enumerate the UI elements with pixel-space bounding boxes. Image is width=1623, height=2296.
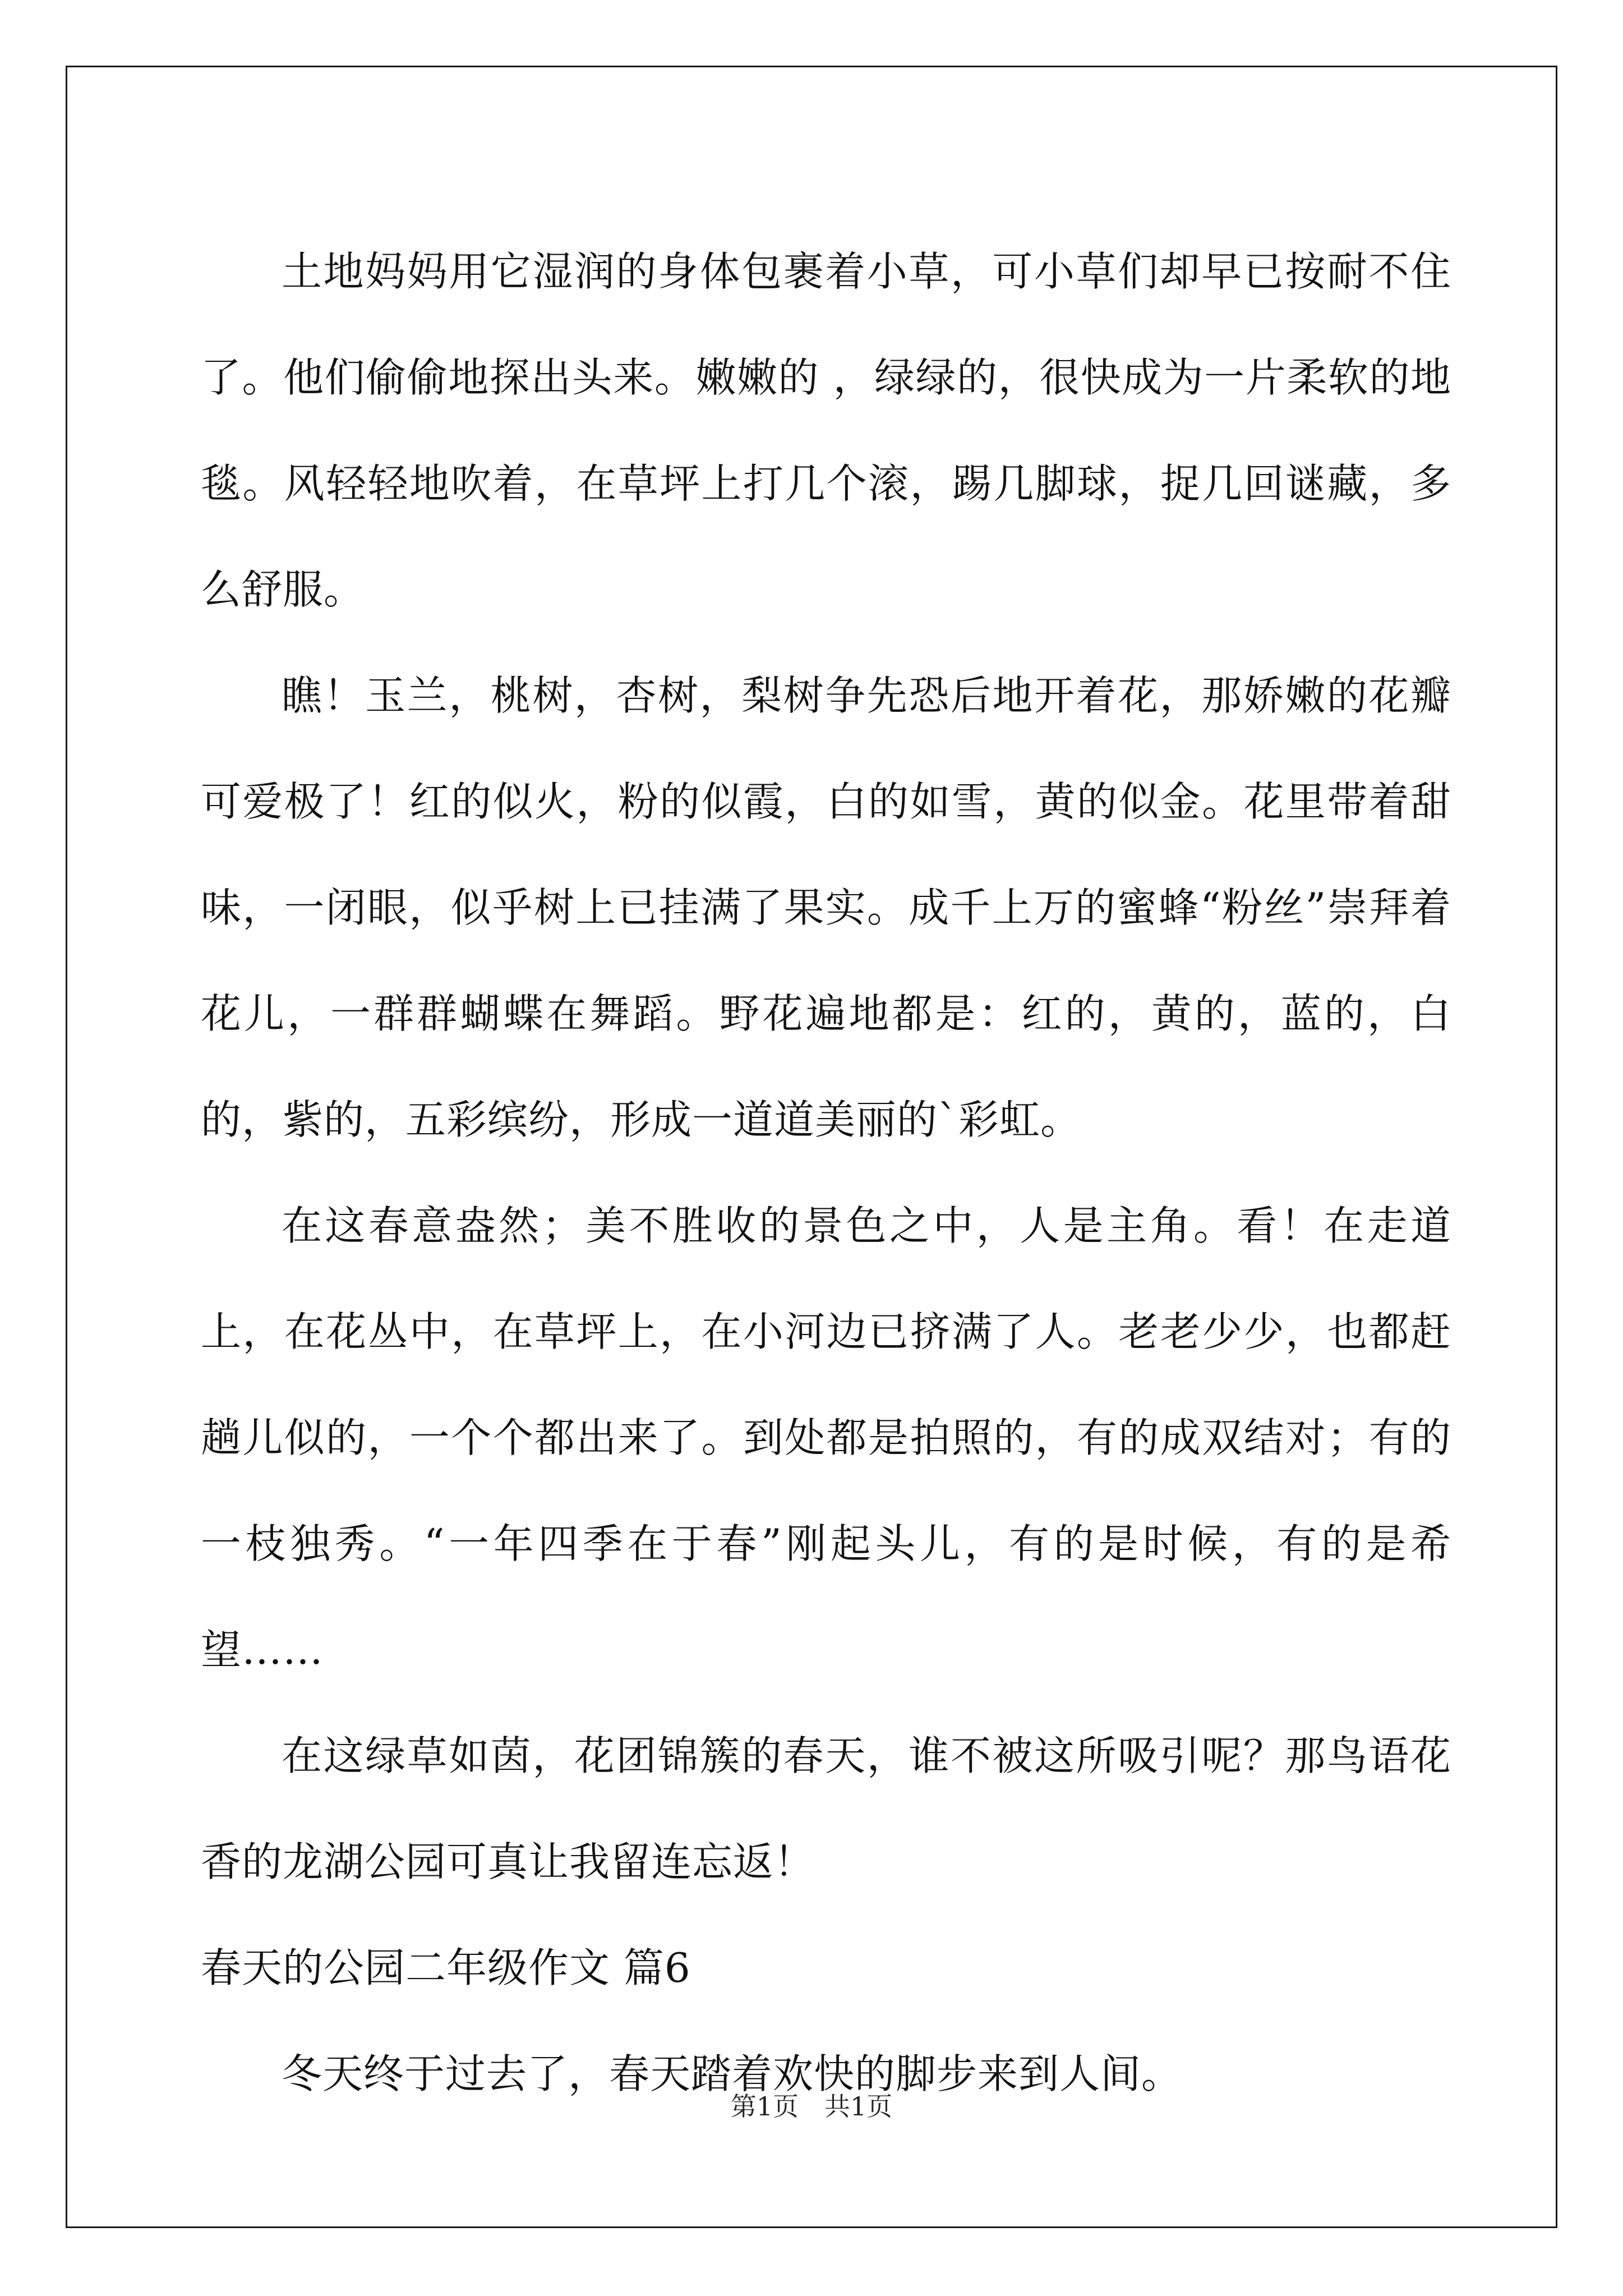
paragraph-2: 瞧！玉兰，桃树，杏树，梨树争先恐后地开着花，那娇嫩的花瓣可爱极了！红的似火，粉的似霞，白的如雪，黄的似金。花里带着甜味，一闭眼，似乎树上已挂满了果实。成千上万的蜜蜂“粉丝”崇拜着花儿，一群群蝴蝶在舞蹈。野花遍地都是：红的，黄的，蓝的，白的，紫的，五彩缤纷，形成一道道美丽的`彩虹。 xyxy=(201,672,1451,1143)
paragraph-3: 在这春意盎然；美不胜收的景色之中，人是主角。看！在走道上，在花丛中，在草坪上，在小河边已挤满了人。老老少少，也都赶趟儿似的，一个个都出来了。到处都是拍照的，有的成双结对；有的一枝独秀。“一年四季在于春”刚起头儿，有的是时候，有的是希望…… xyxy=(201,1202,1451,1673)
section-heading: 春天的公园二年级作文 篇6 xyxy=(201,1944,691,1991)
page-footer xyxy=(0,2090,1623,2123)
paragraph-4: 在这绿草如茵，花团锦簇的春天，谁不被这所吸引呢？那鸟语花香的龙湖公园可真让我留连忘返！ xyxy=(201,1732,1451,1885)
paragraph-5: 冬天终于过去了，春天踏着欢快的脚步来到人间。 xyxy=(282,2050,1183,2097)
page-total: 共1页 xyxy=(824,2091,893,2122)
document-body xyxy=(201,219,1451,2127)
page-number: 第1页 xyxy=(730,2091,799,2122)
paragraph-1: 土地妈妈用它湿润的身体包裹着小草，可小草们却早已按耐不住了。他们偷偷地探出头来。嫩嫩的 ，绿绿的，很快成为一片柔软的地毯。风轻轻地吹着，在草坪上打几个滚，踢几脚球，捉几回谜藏，多么舒服。 xyxy=(201,248,1451,613)
